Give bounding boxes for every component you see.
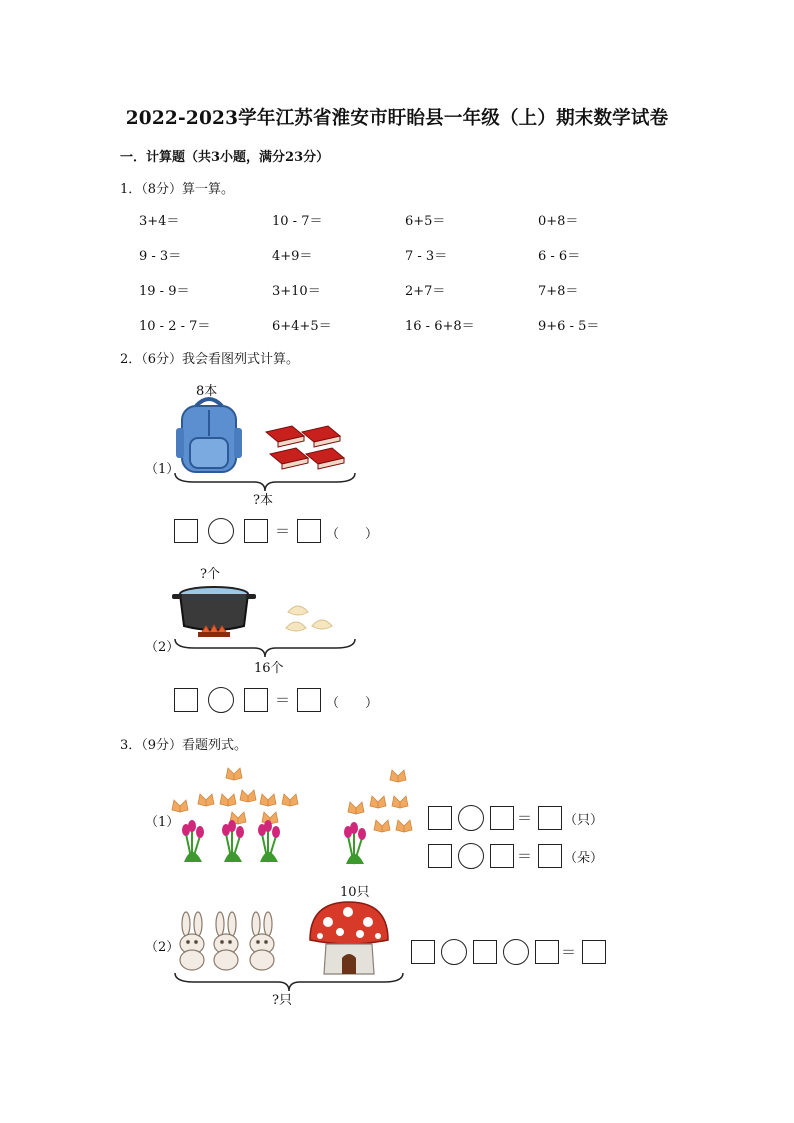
expression: 6 - 6＝ [538, 249, 581, 264]
page-title: 2022-2023学年江苏省淮安市盱眙县一年级（上）期末数学试卷 [125, 108, 669, 129]
answer-box[interactable] [538, 844, 562, 868]
unit-label: （只） [564, 813, 604, 828]
equals-sign: ＝ [275, 522, 291, 540]
q2-part1-number: （1） [145, 462, 180, 477]
question-3-prompt: 3．（9分）看题列式。 [120, 738, 248, 753]
q3-part2-bottom-label: ?只 [272, 993, 292, 1008]
expression: 16 - 6+8＝ [405, 319, 475, 334]
answer-box[interactable] [490, 844, 514, 868]
answer-box[interactable] [538, 806, 562, 830]
operator-circle[interactable] [208, 518, 234, 544]
section-heading: 一．计算题（共3小题，满分23分） [120, 150, 330, 165]
answer-box[interactable] [244, 519, 268, 543]
q3-part2-top-label: 10只 [340, 885, 370, 900]
expression: 7+8＝ [538, 284, 579, 299]
mushroom-house-icon [306, 900, 392, 976]
expression: 9 - 3＝ [139, 249, 182, 264]
dumplings-icon [284, 602, 340, 636]
answer-box[interactable] [428, 844, 452, 868]
unit-parenthesis: （ ） [326, 527, 379, 542]
expression: 4+9＝ [272, 249, 313, 264]
answer-box[interactable] [297, 519, 321, 543]
expression: 2+7＝ [405, 284, 446, 299]
q2-part1-bottom-label: ?本 [253, 493, 273, 508]
expression: 7 - 3＝ [405, 249, 448, 264]
expression: 3+4＝ [139, 214, 180, 229]
answer-box[interactable] [244, 688, 268, 712]
question-1-prompt: 1．（8分）算一算。 [120, 182, 235, 197]
answer-box[interactable] [582, 940, 606, 964]
operator-circle[interactable] [458, 805, 484, 831]
expression: 10 - 7＝ [272, 214, 323, 229]
operator-circle[interactable] [503, 939, 529, 965]
expression: 10 - 2 - 7＝ [139, 319, 211, 334]
answer-box[interactable] [428, 806, 452, 830]
bracket [174, 638, 356, 658]
answer-box[interactable] [174, 688, 198, 712]
equals-sign: ＝ [561, 943, 577, 961]
question-2-prompt: 2．（6分）我会看图列式计算。 [120, 352, 300, 367]
operator-circle[interactable] [458, 843, 484, 869]
butterflies-and-tulips-icon [170, 766, 310, 866]
pot-icon [172, 582, 256, 640]
unit-label: （朵） [564, 851, 604, 866]
butterflies-and-tulip-icon [338, 768, 418, 866]
backpack-icon [174, 398, 244, 476]
answer-box[interactable] [297, 688, 321, 712]
operator-circle[interactable] [208, 687, 234, 713]
q3-part1-number: （1） [145, 815, 180, 830]
operator-circle[interactable] [441, 939, 467, 965]
equals-sign: ＝ [517, 847, 533, 865]
answer-box[interactable] [411, 940, 435, 964]
expression: 0+8＝ [538, 214, 579, 229]
equals-sign: ＝ [517, 809, 533, 827]
expression: 6+4+5＝ [272, 319, 332, 334]
rabbits-icon [174, 912, 282, 972]
q2-part2-top-label: ?个 [200, 567, 220, 582]
answer-box[interactable] [490, 806, 514, 830]
answer-box[interactable] [174, 519, 198, 543]
q3-part2-number: （2） [145, 940, 180, 955]
unit-parenthesis: （ ） [326, 696, 379, 711]
answer-box[interactable] [535, 940, 559, 964]
equals-sign: ＝ [275, 691, 291, 709]
books-icon [264, 424, 344, 472]
q2-part2-bottom-label: 16个 [254, 661, 284, 676]
expression: 3+10＝ [272, 284, 321, 299]
q2-part1-top-label: 8本 [196, 384, 218, 399]
expression: 6+5＝ [405, 214, 446, 229]
expression: 9+6 - 5＝ [538, 319, 600, 334]
expression: 19 - 9＝ [139, 284, 190, 299]
answer-box[interactable] [473, 940, 497, 964]
q2-part2-number: （2） [145, 640, 180, 655]
